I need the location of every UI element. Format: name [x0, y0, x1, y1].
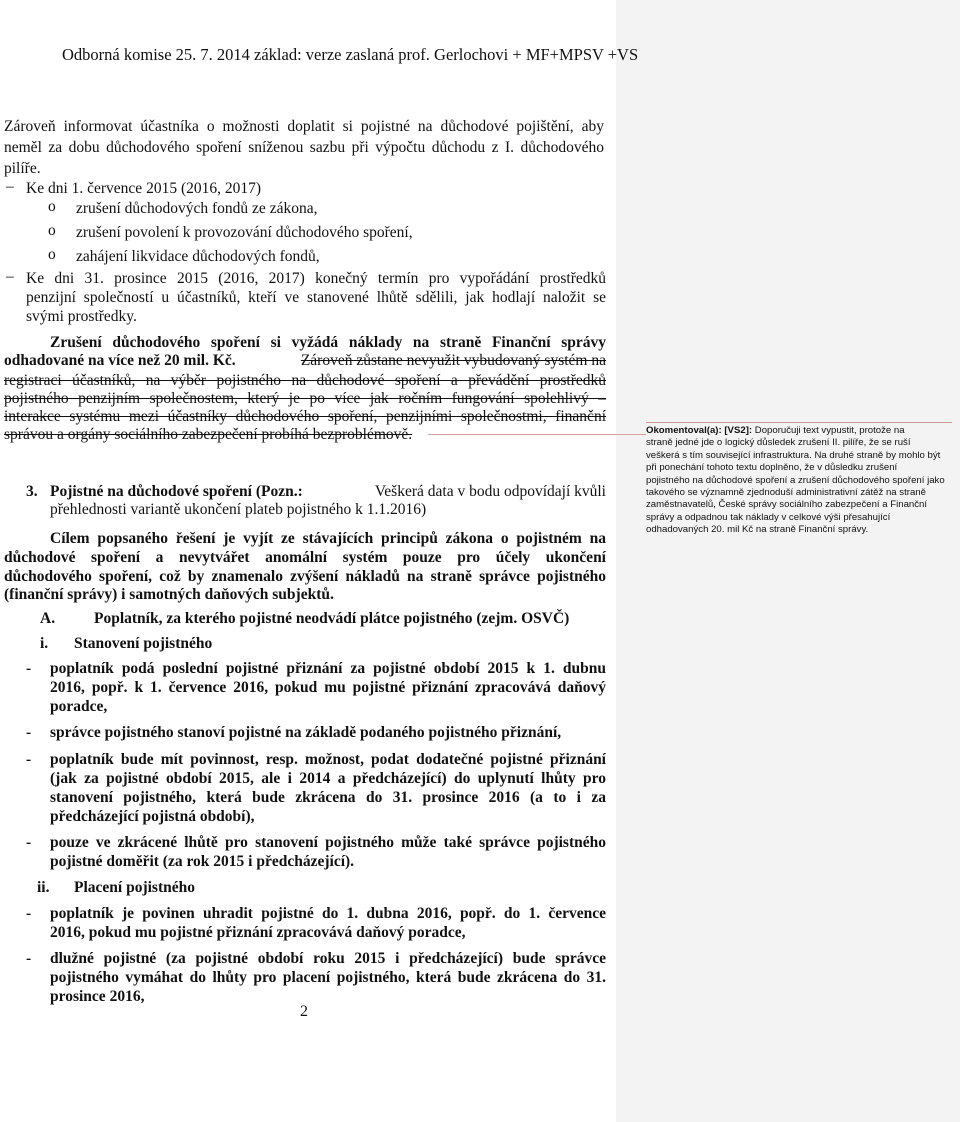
- dash-marker: -: [26, 724, 32, 741]
- deadline-1-heading: Ke dni 1. července 2015 (2016, 2017): [26, 180, 262, 197]
- dash-marker: -: [26, 751, 32, 768]
- goal-para-line-2: důchodové spoření a nevytvářet anomální systém pouze pro účely ukončení: [4, 549, 606, 566]
- dash-marker: -: [26, 660, 32, 677]
- comment-connector-line: [428, 434, 646, 435]
- list-item-line: dlužné pojistné (za pojistné období roku 2015 i předcházející) bude správce: [50, 950, 606, 967]
- comment-line: zaměstnavatelů, České správy sociálního zabezpečení a Finanční: [646, 499, 928, 511]
- bullet-marker: o: [48, 198, 56, 215]
- goal-para-line-4: (finanční správy) i samotných daňových subjektů.: [4, 586, 334, 603]
- comment-margin-pane: [616, 0, 960, 1122]
- list-item-line: pouze ve zkrácené lhůtě pro stanovení pojistného může také správce pojistného: [50, 834, 606, 851]
- intro-line-1: Zároveň informovat účastníka o možnosti doplatit si pojistné na důchodové pojištění, aby: [4, 118, 604, 135]
- list-item-line: poplatník bude mít povinnost, resp. možnost, podat dodatečné pojistné přiznání: [50, 751, 606, 768]
- list-item-line: pojistného vymáhat do lhůty pro placení pojistného, která bude zkrácena do 31.: [50, 969, 606, 986]
- list-item-line: prosince 2016,: [50, 988, 145, 1005]
- comment-text: Doporučuji text vypustit, protože na: [752, 425, 905, 436]
- document-header: Odborná komise 25. 7. 2014 základ: verze zaslaná prof. Gerlochovi + MF+MPSV +VS: [62, 45, 639, 64]
- section-3-title-bold: Pojistné na důchodové spoření (Pozn.:: [50, 483, 303, 500]
- list-item-line: poplatník podá poslední pojistné přiznání za pojistné období 2015 k 1. dubnu: [50, 660, 606, 677]
- dash-marker: –: [6, 268, 14, 285]
- intro-line-3: pilíře.: [4, 160, 41, 177]
- list-item-line: předcházející pojistná období),: [50, 808, 255, 825]
- cost-para-line-1: Zrušení důchodového spoření si vyžádá náklady na straně Finanční správy: [50, 334, 606, 351]
- bullet-marker: o: [48, 246, 56, 263]
- list-item-line: poradce,: [50, 698, 108, 715]
- section-a-letter: A.: [40, 610, 56, 627]
- section-3-title-note: Veškerá data v bodu odpovídají kvůli: [374, 483, 606, 500]
- comment-line: straně jedné jde o logický důsledek zrušení II. pilíře, že se ruší: [646, 437, 911, 449]
- deleted-text: registraci účastníků, na výběr pojistného na důchodové spoření a převádění prostředků: [4, 372, 606, 389]
- list-item-line: 2016, popř. k 1. července 2016, pokud mu pojistné přiznání zpracovává daňový: [50, 679, 606, 696]
- list-item-line: 2016, pokud mu pojistné přiznání zpracovává daňový poradce,: [50, 924, 466, 941]
- deleted-text: správou a orgány sociálního zabezpečení probíhá bezproblémově.: [4, 426, 413, 443]
- comment-line: veškerá s tím související infrastruktura. Na druhé straně by mohlo být: [646, 449, 941, 461]
- list-item-line: pojistné doměřit (za rok 2015 i předcházející).: [50, 853, 355, 870]
- comment-line: pojistného na důchodové spoření a zrušení důchodového spoření jako: [646, 474, 945, 486]
- deleted-text: pojistného penzijním společnostem, který je po více jak ročním fungování spolehlivý –: [4, 390, 606, 407]
- list-item-line: správce pojistného stanoví pojistné na základě podaného pojistného přiznání,: [50, 724, 562, 741]
- deadline-2-line-3: svými prostředky.: [26, 308, 137, 325]
- deadline-1-item: zahájení likvidace důchodových fondů,: [76, 248, 320, 265]
- comment-author-label: Okomentoval(a): [VS2]:: [646, 425, 753, 436]
- comment-line: takového se významně zjednoduší administrativní zátěž na straně: [646, 487, 926, 499]
- section-3-number: 3.: [26, 483, 38, 500]
- deleted-text: Zároveň zůstane nevyužit vybudovaný systém na: [300, 352, 606, 369]
- page-number: 2: [300, 1003, 308, 1020]
- subsection-ii-number: ii.: [37, 879, 50, 896]
- dash-marker: -: [26, 950, 32, 967]
- deleted-text: interakce systému mezi účastníky důchodového spoření, penzijními společnostmi, finanční: [4, 408, 606, 425]
- intro-line-2: neměl za dobu důchodového spoření sníženou sazbu při výpočtu důchodu z I. důchodového: [4, 139, 604, 156]
- section-a-title: Poplatník, za kterého pojistné neodvádí plátce pojistného (zejm. OSVČ): [94, 610, 570, 627]
- comment-line: [646, 425, 952, 437]
- cost-estimate-text: odhadované na více než 20 mil. Kč.: [4, 352, 236, 369]
- comment-balloon[interactable]: [646, 422, 952, 537]
- goal-para-line-1: Cílem popsaného řešení je vyjít ze stávajících principů zákona o pojistném na: [50, 530, 606, 547]
- list-item-line: (jak za pojistné období 2015, ale i 2014 a předcházející) do uplynutí lhůty pro: [50, 770, 606, 787]
- section-3-title-line-2: přehlednosti variantě ukončení plateb pojistného k 1.1.2016): [50, 501, 427, 518]
- dash-marker: -: [26, 905, 32, 922]
- subsection-i-number: i.: [40, 635, 49, 652]
- subsection-i-title: Stanovení pojistného: [74, 635, 213, 652]
- dash-marker: –: [6, 178, 14, 195]
- cost-para-line-2: [4, 350, 606, 371]
- deadline-1-item: zrušení povolení k provozování důchodového spoření,: [76, 224, 413, 241]
- bullet-marker: o: [48, 222, 56, 239]
- deadline-2-line-2: penzijní společností u účastníků, kteří ve stanovené lhůtě sdělili, jak hodlají naložit se: [26, 289, 606, 306]
- subsection-ii-title: Placení pojistného: [74, 879, 195, 896]
- comment-line: při ponechání tohoto textu doplněno, že v důsledku zrušení: [646, 462, 898, 474]
- comment-line: správy a odpadnou tak náklady v celkové výši přesahující: [646, 511, 891, 523]
- deadline-2-line-1: Ke dni 31. prosince 2015 (2016, 2017) konečný termín pro vypořádání prostředků: [26, 270, 606, 287]
- goal-para-line-3: důchodového spoření, což by znamenalo zvýšení nákladů na straně správce pojistného: [4, 568, 606, 585]
- list-item-line: stanovení pojistného, která bude zkrácena do 31. prosince 2016 (a to i za: [50, 789, 606, 806]
- deadline-1-item: zrušení důchodových fondů ze zákona,: [76, 200, 318, 217]
- comment-line: odhadovaných 20. mil Kč na straně Finanční správy.: [646, 524, 869, 536]
- list-item-line: poplatník je povinen uhradit pojistné do 1. dubna 2016, popř. do 1. července: [50, 905, 606, 922]
- dash-marker: -: [26, 834, 32, 851]
